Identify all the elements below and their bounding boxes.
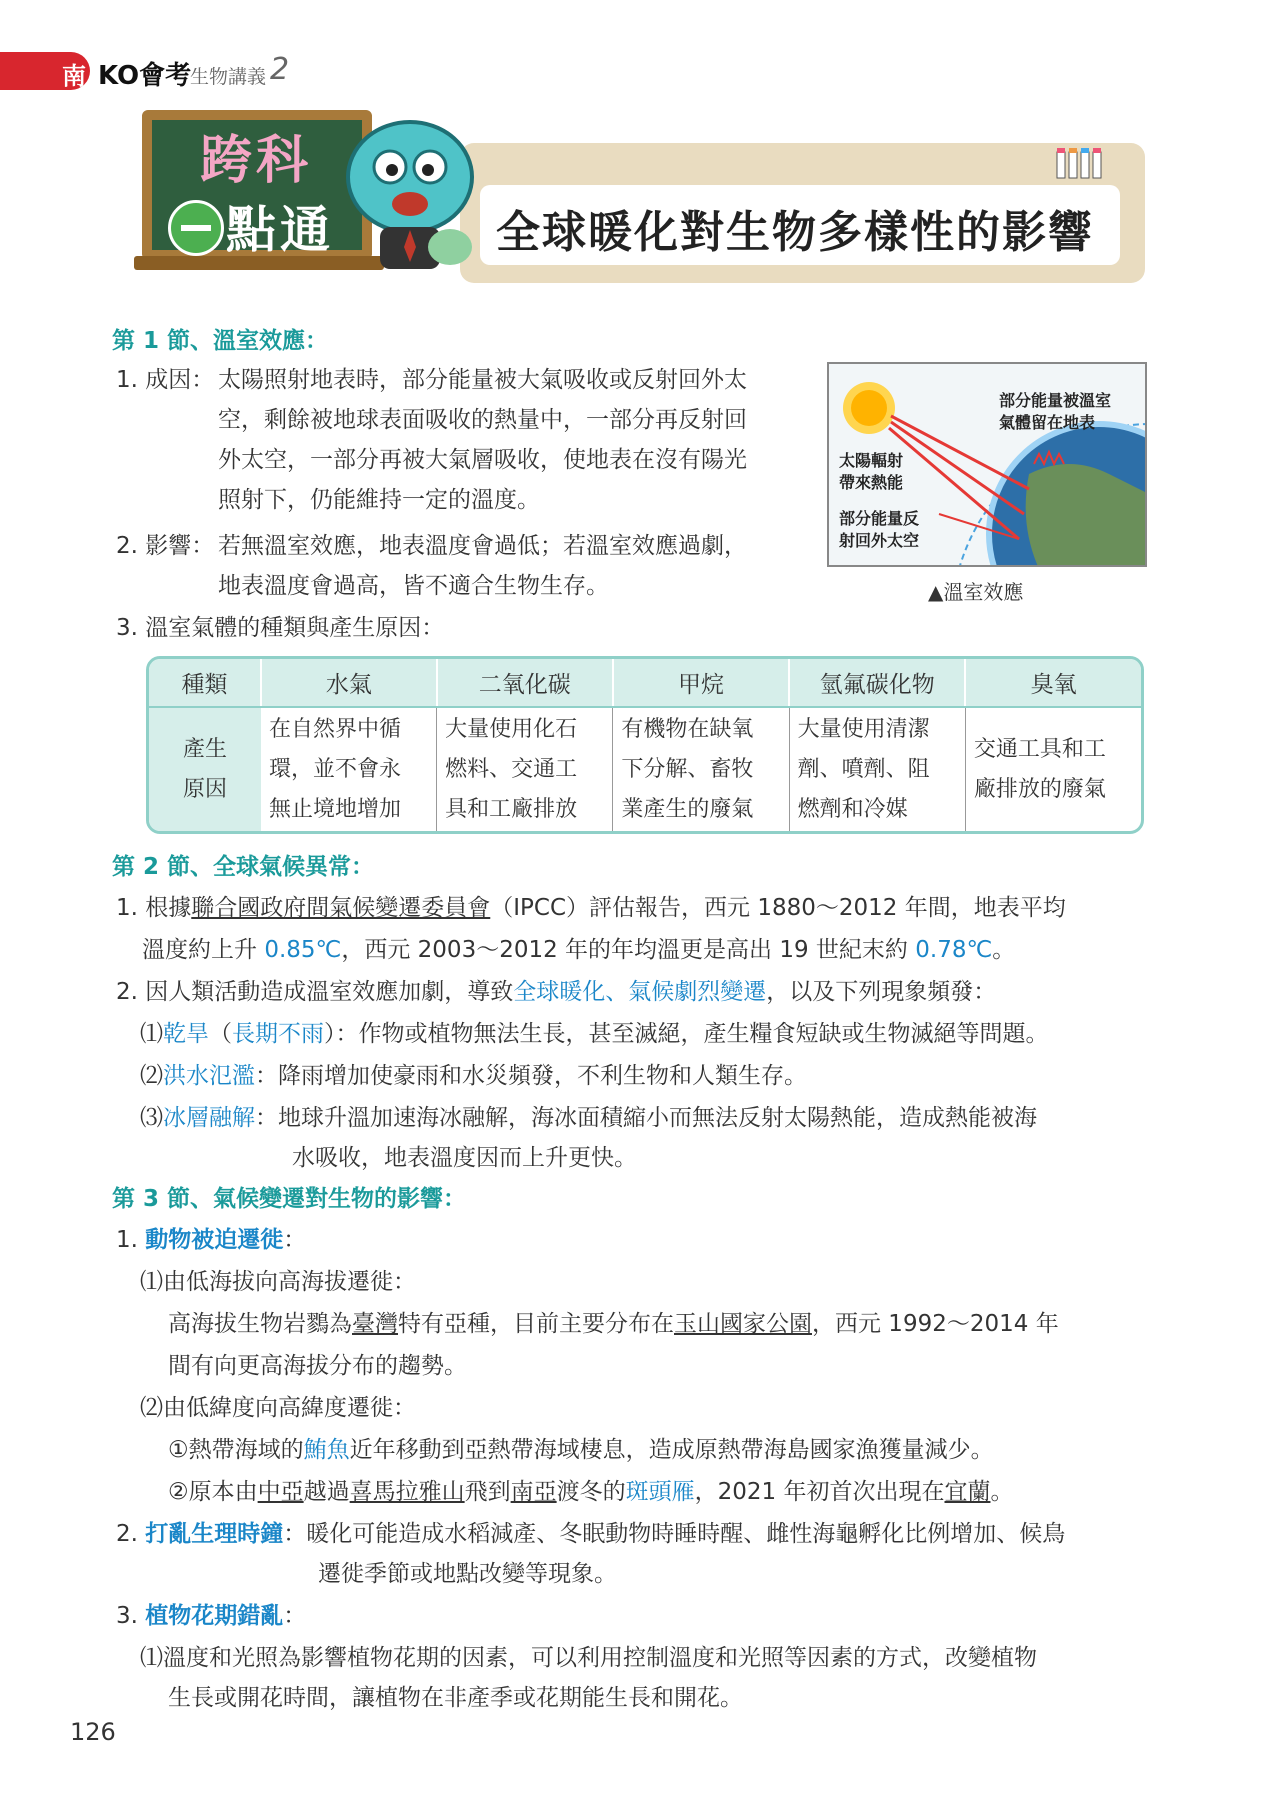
greenhouse-gases-table bbox=[146, 656, 1144, 834]
table-cell: 大量使用清潔 劑、噴劑、阻 燃劑和冷媒 bbox=[789, 707, 965, 832]
flowering-text-line1: ⑴溫度和光照為影響植物花期的因素，可以利用控制溫度和光照等因素的方式，改變植物 bbox=[140, 1645, 1037, 1671]
pencils-icon bbox=[1055, 146, 1115, 180]
table-cell: 大量使用化石 燃料、交通工 具和工廠排放 bbox=[437, 707, 613, 832]
table-header-cell: 氫氟碳化物 bbox=[789, 659, 965, 707]
effect-line: 若無溫室效應，地表溫度會過低；若溫室效應過劇， bbox=[218, 533, 747, 559]
latitude-subheading: ⑵由低緯度向高緯度遷徙： bbox=[140, 1395, 416, 1421]
flowering-heading: 3. 植物花期錯亂： bbox=[116, 1603, 307, 1629]
clock-item: 2. 打亂生理時鐘：暖化可能造成水稻減產、冬眠動物時睡時醒、雌性海龜孵化比例增加、候鳥 bbox=[116, 1521, 1066, 1547]
section2-para1-line2: 溫度約上升 0.85℃，西元 2003～2012 年的年均溫更是高出 19 世紀末約 0.78℃。 bbox=[142, 937, 1016, 963]
clock-item-cont: 遷徙季節或地點改變等現象。 bbox=[318, 1561, 617, 1587]
page-number: 126 bbox=[70, 1718, 116, 1746]
chalkboard-line2: 點通 bbox=[226, 201, 334, 259]
tuna-item: ①熱帶海域的鮪魚近年移動到亞熱帶海域棲息，造成原熱帶海島國家漁獲量減少。 bbox=[168, 1437, 994, 1463]
ice-melt-item-cont: 水吸收，地表溫度因而上升更快。 bbox=[292, 1145, 637, 1171]
figure-caption: ▲溫室效應 bbox=[928, 580, 1024, 604]
table-header-label: 種類 bbox=[149, 659, 261, 707]
cause-label: 1. 成因： bbox=[116, 367, 215, 393]
migration-heading: 1. 動物被迫遷徙： bbox=[116, 1227, 307, 1253]
cause-line: 太陽照射地表時，部分能量被大氣吸收或反射回外太 bbox=[218, 367, 747, 393]
effect-text bbox=[218, 526, 747, 606]
table-cell: 在自然界中循 環，並不會永 無止境地增加 bbox=[261, 707, 437, 832]
cause-line: 空，剩餘被地球表面吸收的熱量中，一部分再反射回 bbox=[218, 407, 747, 433]
ice-melt-item: ⑶冰層融解：地球升溫加速海冰融解，海冰面積縮小而無法反射太陽熱能，造成熱能被海 bbox=[140, 1105, 1037, 1131]
section2-para1-line1: 1. 根據聯合國政府間氣候變遷委員會（IPCC）評估報告，西元 1880～2012 年間，地表平均 bbox=[116, 895, 1066, 921]
cause-line: 外太空，一部分再被大氣層吸收，使地表在沒有陽光 bbox=[218, 447, 747, 473]
mascot-icon bbox=[330, 112, 480, 272]
table-header-cell: 二氧化碳 bbox=[437, 659, 613, 707]
effect-line: 地表溫度會過高，皆不適合生物生存。 bbox=[218, 573, 609, 599]
flowering-text-line2: 生長或開花時間，讓植物在非產季或花期能生長和開花。 bbox=[168, 1685, 743, 1711]
chalkboard-line1: 跨科 bbox=[200, 131, 313, 191]
table-row-label: 產生 原因 bbox=[149, 707, 261, 832]
volume-number: 2 bbox=[270, 52, 290, 87]
label-reflected-energy: 部分能量反 射回外太空 bbox=[839, 509, 920, 550]
brand-name: KO會考 bbox=[98, 61, 192, 91]
effect-label: 2. 影響： bbox=[116, 533, 215, 559]
cause-text bbox=[218, 360, 747, 520]
page-title: 全球暖化對生物多樣性的影響 bbox=[496, 207, 1094, 258]
subject-name: 生物講義 bbox=[190, 66, 267, 88]
table-cell: 有機物在缺氧 下分解、畜牧 業產生的廢氣 bbox=[613, 707, 789, 832]
label-solar-radiation: 太陽輻射 帶來熱能 bbox=[839, 451, 904, 492]
publisher-name: 南 bbox=[62, 62, 86, 90]
table-cell: 交通工具和工 廠排放的廢氣 bbox=[973, 737, 1106, 802]
goose-item: ②原本由中亞越過喜馬拉雅山飛到南亞渡冬的斑頭雁，2021 年初首次出現在宜蘭。 bbox=[168, 1479, 1014, 1505]
section2-para2: 2. 因人類活動造成溫室效應加劇，導致全球暖化、氣候劇烈變遷，以及下列現象頻發： bbox=[116, 979, 997, 1005]
altitude-text-line1: 高海拔生物岩鷚為臺灣特有亞種，目前主要分布在玉山國家公園，西元 1992～2014 年 bbox=[168, 1311, 1059, 1337]
altitude-text-line2: 間有向更高海拔分布的趨勢。 bbox=[168, 1353, 467, 1379]
table-header-cell: 臭氧 bbox=[965, 659, 1141, 707]
drought-item: ⑴乾旱（長期不雨）：作物或植物無法生長，甚至滅絕，產生糧食短缺或生物滅絕等問題。 bbox=[140, 1021, 1049, 1047]
publisher-badge bbox=[0, 52, 90, 90]
altitude-subheading: ⑴由低海拔向高海拔遷徙： bbox=[140, 1269, 416, 1295]
label-trapped-energy: 部分能量被溫室 氣體留在地表 bbox=[999, 391, 1112, 432]
minus-circle-icon bbox=[168, 200, 224, 256]
section3-heading: 第 3 節、氣候變遷對生物的影響： bbox=[112, 1186, 467, 1212]
section2-heading: 第 2 節、全球氣候異常： bbox=[112, 854, 375, 880]
table-header-cell: 甲烷 bbox=[613, 659, 789, 707]
cause-line: 照射下，仍能維持一定的溫度。 bbox=[218, 487, 540, 513]
section1-heading: 第 1 節、溫室效應： bbox=[112, 328, 329, 354]
flood-item: ⑵洪水氾濫：降雨增加使豪雨和水災頻發，不利生物和人類生存。 bbox=[140, 1063, 807, 1089]
gases-heading: 3. 溫室氣體的種類與產生原因： bbox=[116, 615, 445, 641]
greenhouse-figure bbox=[827, 362, 1147, 567]
table-header-cell: 水氣 bbox=[261, 659, 437, 707]
